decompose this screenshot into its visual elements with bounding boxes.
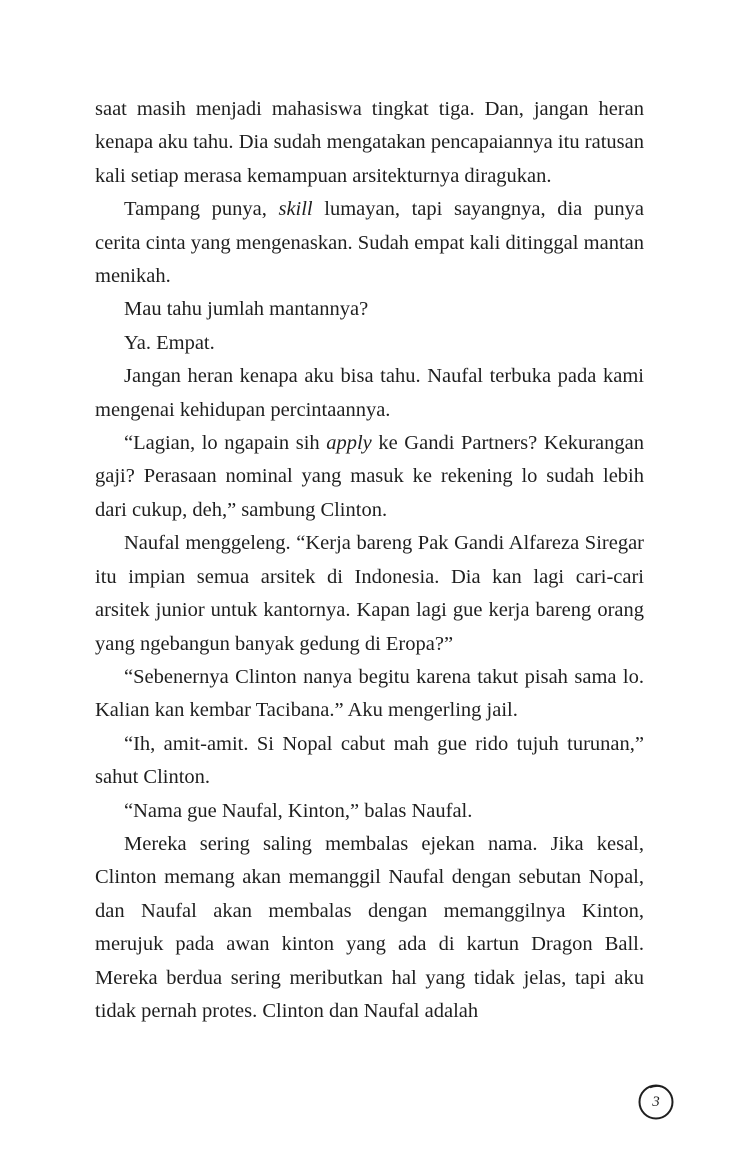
text-run: Mau tahu jumlah mantannya? <box>124 298 369 321</box>
paragraph <box>95 527 644 661</box>
page-number: 3 <box>652 1094 660 1110</box>
paragraph <box>95 93 644 193</box>
paragraph <box>95 427 644 527</box>
paragraph <box>95 360 644 427</box>
text-run: saat masih menjadi mahasiswa tingkat tiga. Dan, jangan heran kenapa aku tahu. Dia sudah mengatakan pencapaiannya itu ratusan kali setiap merasa kemampuan arsitekturnya diragukan. <box>95 98 644 187</box>
page-body <box>95 93 644 1028</box>
text-run: Ya. Empat. <box>124 331 215 354</box>
text-run: lumayan, tapi sayangnya, dia punya cerita cinta yang mengenaskan. Sudah empat kali ditinggal mantan menikah. <box>95 198 645 288</box>
paragraph <box>95 661 644 728</box>
italic-text: skill <box>278 198 313 221</box>
paragraph <box>95 193 644 293</box>
paragraph <box>95 728 644 795</box>
page-number-badge <box>638 1084 674 1120</box>
text-run: Tampang punya, <box>124 198 279 221</box>
paragraph <box>95 828 644 1028</box>
paragraph <box>95 795 644 828</box>
text-run: “Ih, amit-amit. Si Nopal cabut mah gue rido tujuh turunan,” sahut Clinton. <box>95 732 644 789</box>
italic-text: apply <box>326 432 372 455</box>
paragraph <box>95 293 644 326</box>
text-run: “Nama gue Naufal, Kinton,” balas Naufal. <box>124 799 473 822</box>
text-run: “Lagian, lo ngapain sih <box>124 432 327 455</box>
text-run: “Sebenernya Clinton nanya begitu karena takut pisah sama lo. Kalian kan kembar Tacibana.” Aku mengerling jail. <box>95 665 644 722</box>
text-run: ke Gandi Partners? Kekurangan gaji? Perasaan nominal yang masuk ke rekening lo sudah lebih dari cukup, deh,” sambung Clinton. <box>95 432 645 521</box>
paragraph <box>95 327 644 360</box>
text-run: Naufal menggeleng. “Kerja bareng Pak Gandi Alfareza Siregar itu impian semua arsitek di Indonesia. Dia kan lagi cari-cari arsitek junior untuk kantornya. Kapan lagi gue kerja bareng orang yang ngebangun banyak gedung di Eropa?” <box>95 532 644 655</box>
text-run: Jangan heran kenapa aku bisa tahu. Naufal terbuka pada kami mengenai kehidupan percintaannya. <box>95 365 644 421</box>
text-run: Mereka sering saling membalas ejekan nama. Jika kesal, Clinton memang akan memanggil Naufal dengan sebutan Nopal, dan Naufal akan membalas dengan memanggilnya Kinton, merujuk pada awan kinton yang ada di kartun Dragon Ball. Mereka berdua sering meributkan hal yang tidak jelas, tapi aku tidak pernah protes. Clinton dan Naufal adalah <box>95 832 644 1022</box>
